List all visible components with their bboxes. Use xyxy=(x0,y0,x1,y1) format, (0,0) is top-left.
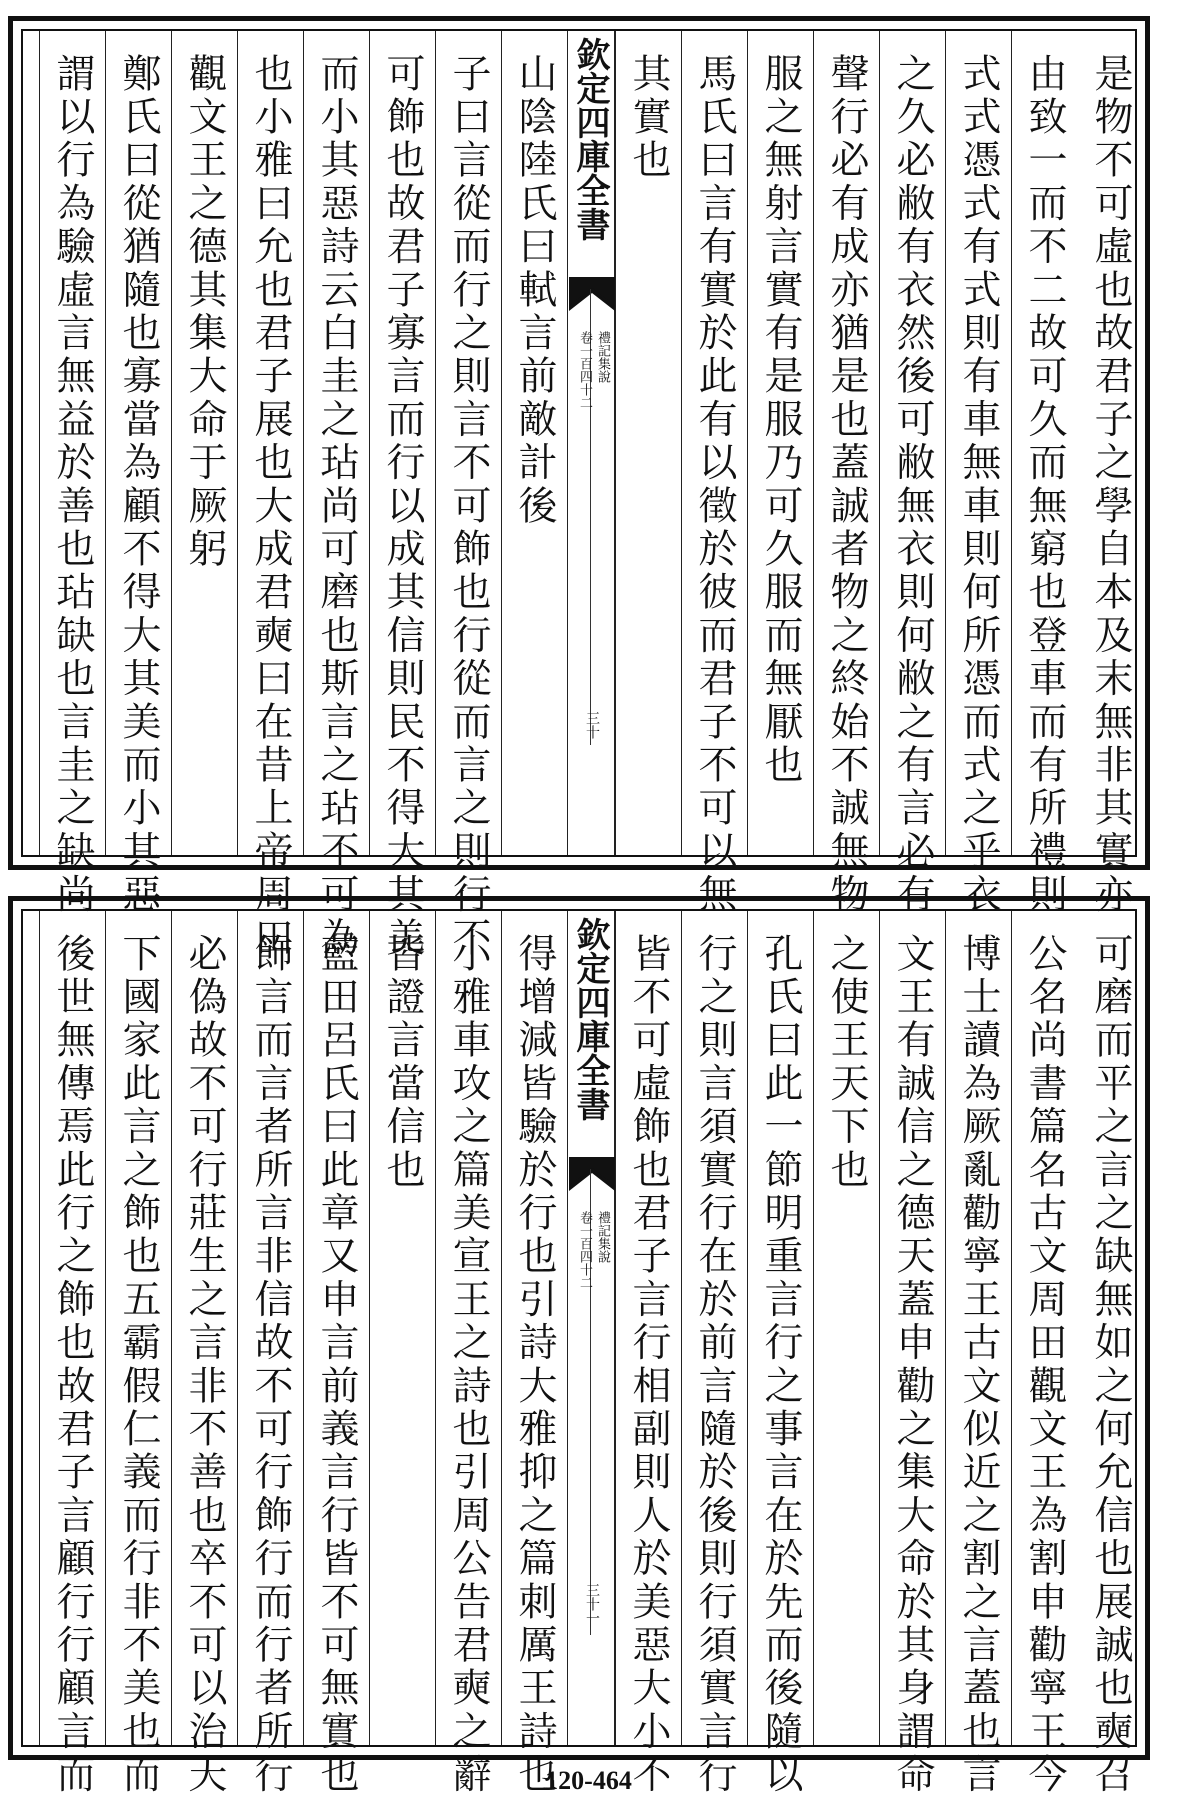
text-column: 下國家此言之飾也五霸假仁義而行非不美也而 xyxy=(105,911,171,1745)
text-column: 聲行必有成亦猶是也蓋誠者物之終始不誠無物 xyxy=(813,31,879,855)
volume-label: 卷一百四十二 xyxy=(577,331,592,409)
book-title: 禮記集說 xyxy=(595,331,610,383)
text-column: 服之無射言實有是服乃可久服而無厭也 xyxy=(747,31,813,855)
text-column: 文王有誠信之德天蓋申勸之集大命於其身謂命 xyxy=(879,911,945,1745)
text-column: 是物不可虛也故君子之學自本及末無非其實亦 xyxy=(1088,53,1133,917)
text-column: 式式憑式有式則有車無車則何所憑而式之乎衣 xyxy=(945,31,1011,855)
text-column: 藍田呂氏曰此章又申言前義言行皆不可無實也 xyxy=(303,911,369,1745)
text-column: 山陰陸氏曰軾言前敵計後 xyxy=(501,31,567,855)
fold-column xyxy=(567,31,615,855)
text-column: 馬氏曰言有實於此有以徵於彼而君子不可以無 xyxy=(681,31,747,855)
text-column: 之使王天下也 xyxy=(813,911,879,1745)
text-column: 得增減皆驗於行也引詩大雅抑之篇刺厲王詩也 xyxy=(501,911,567,1745)
page-number: 120-464 xyxy=(545,1766,632,1795)
text-column: 之久必敝有衣然後可敝無衣則何敝之有言必有 xyxy=(879,31,945,855)
text-column: 公名尚書篇名古文周田觀文王為割申勸寧王今 xyxy=(1011,911,1077,1745)
fishtail-mark-icon xyxy=(569,277,615,311)
leaf-number: 三十一 xyxy=(584,1583,600,1625)
text-column: 可磨而平之言之缺無如之何允信也展誠也奭召 xyxy=(1088,933,1133,1797)
header-title: 欽定四庫全書 xyxy=(570,917,610,1121)
text-column: 後世無傳焉此行之飾也故君子言顧行行顧言而 xyxy=(39,911,105,1745)
text-column: 也小雅曰允也君子展也大成君奭曰在昔上帝周田 xyxy=(237,31,303,855)
text-column: 可飾也故君子寡言而行以成其信則民不得大其美 xyxy=(369,31,435,855)
text-column: 而小其惡詩云白圭之玷尚可磨也斯言之玷不可為 xyxy=(303,31,369,855)
text-column: 由致一而不二故可久而無窮也登車而有所禮則 xyxy=(1011,31,1077,855)
text-column: 行之則言須實行在於前言隨於後則行須實言行 xyxy=(681,911,747,1745)
text-column: 博士讀為厥亂勸寧王古文似近之割之言蓋也言 xyxy=(945,911,1011,1745)
top-page-frame xyxy=(21,29,1137,961)
header-title: 欽定四庫全書 xyxy=(570,37,610,241)
text-column: 孔氏曰此一節明重言行之事言在於先而後隨以 xyxy=(747,911,813,1745)
text-column: 必偽故不可行莊生之言非不善也卒不可以治天 xyxy=(171,911,237,1745)
fold-column xyxy=(567,911,615,1745)
text-column: 小雅車攻之篇美宣王之詩也引周公告君奭之辭 xyxy=(435,911,501,1745)
text-column: 飾言而言者所言非信故不可行飾行而行者所行 xyxy=(237,911,303,1745)
leaf-number: 三十 xyxy=(584,711,600,739)
text-column: 鄭氏曰從猶隨也寡當為顧不得大其美而小其惡 xyxy=(105,31,171,855)
top-page xyxy=(8,16,1150,961)
text-column: 謂以行為驗虛言無益於善也玷缺也言圭之缺尚 xyxy=(39,31,105,855)
text-column: 皆不可虛飾也君子言行相副則人於美惡大小不 xyxy=(615,911,681,1745)
fishtail-mark-icon xyxy=(569,1157,615,1191)
text-column: 子曰言從而行之則言不可飾也行從而言之則行不 xyxy=(435,31,501,855)
book-title: 禮記集說 xyxy=(595,1211,610,1263)
text-column: 皆證言當信也 xyxy=(369,911,435,1745)
volume-label: 卷一百四十二 xyxy=(577,1211,592,1289)
text-column: 觀文王之德其集大命于厥躬 xyxy=(171,31,237,855)
text-column: 其實也 xyxy=(615,31,681,855)
